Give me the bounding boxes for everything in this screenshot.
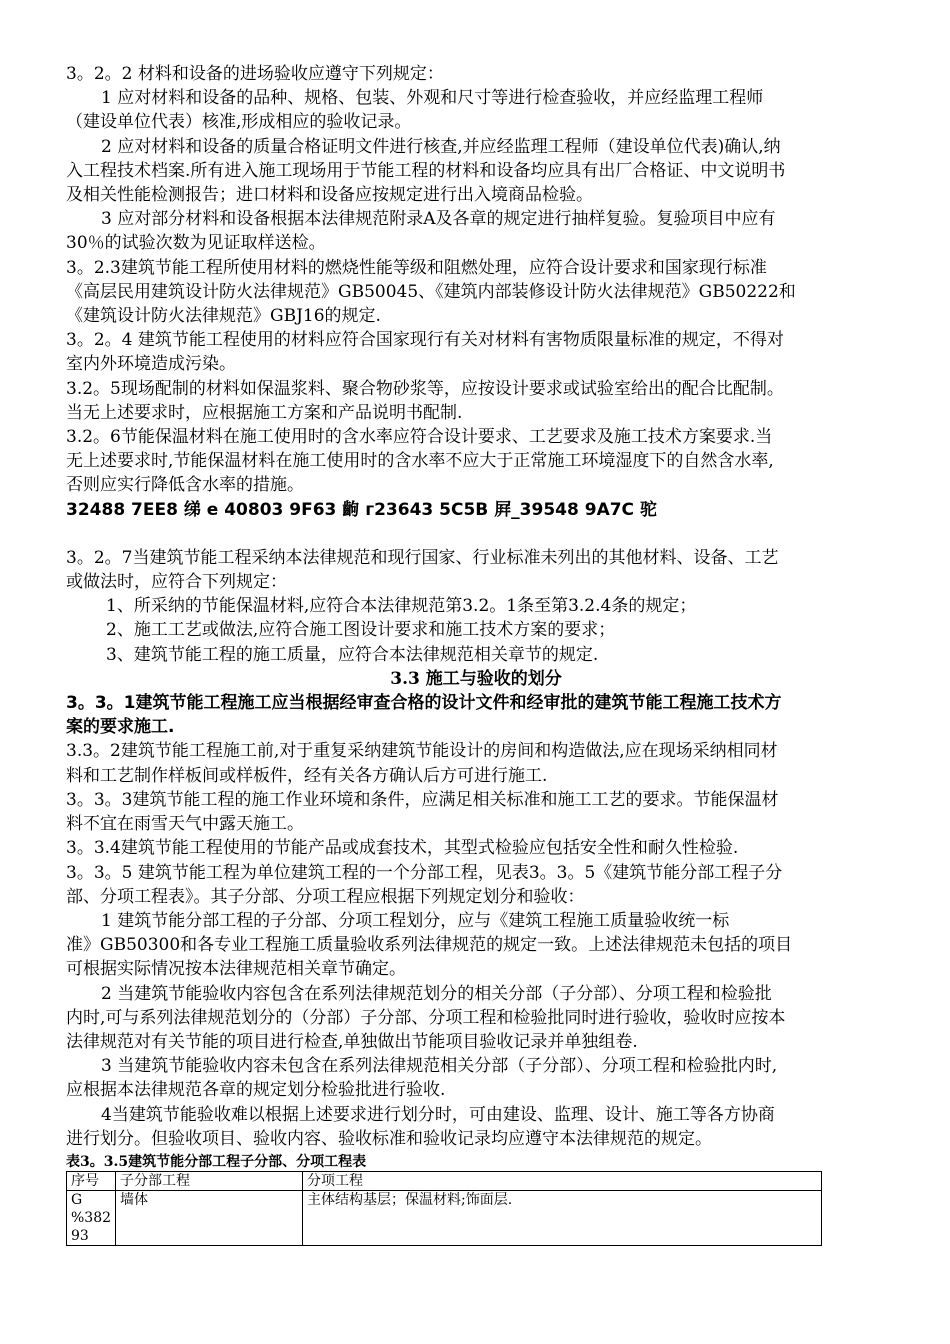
- clause-3-3-5-item-2: 2 当建筑节能验收内容包含在系列法律规范划分的相关分部（子分部）、分项工程和检验批: [101, 983, 772, 1004]
- clause-3-2-2-heading: 3。2。2 材料和设备的进场验收应遵守下列规定：: [66, 64, 444, 84]
- clause-3-3-5-item-4-cont: 进行划分。但验收项目、验收内容、验收标准和验收记录均应遵守本法律规范的规定。: [66, 1128, 712, 1149]
- clause-3-2-2-item-3: 3 应对部分材料和设备根据本法律规范附录A及各章的规定进行抽样复验。复验项目中应有: [101, 209, 776, 230]
- clause-3-2-4: 3。2。4 建筑节能工程使用的材料应符合国家现行有关对材料有害物质限量标准的规定，不得对: [66, 330, 784, 351]
- table-caption-text: 表3。3.5建筑节能分部工程子分部、分项工程表: [66, 1153, 367, 1170]
- clause-3-3-5-item-1-cont: 准》GB50300和各专业工程施工质量验收系列法律规范的规定一致。上述法律规范未包括的项目: [66, 935, 793, 956]
- col-header-sub: 子分部工程: [116, 1171, 303, 1190]
- table-row: [67, 1190, 822, 1245]
- table-header-row: [67, 1171, 822, 1190]
- clause-3-2-5: 3.2。5现场配制的材料如保温浆料、聚合物砂浆等，应按设计要求或试验室给出的配合比配制。: [66, 378, 784, 399]
- clause-3-3-5-item-2-cont: 法律规范对有关节能的项目进行检查,单独做出节能项目验收记录并单独组卷.: [66, 1031, 638, 1052]
- section-3-3-title: 3.3 施工与验收的划分: [390, 668, 562, 689]
- clause-3-3-5-cont: 部、分项工程表》。其子分部、分项工程应根据下列规定划分和验收：: [66, 886, 585, 907]
- blank-line: [66, 522, 886, 546]
- cell-no-line: 93: [71, 1227, 89, 1244]
- clause-3-3-4: 3。3.4建筑节能工程使用的节能产品或成套技术，其型式检验应包括安全性和耐久性检验.: [66, 838, 739, 859]
- col-header-no: 序号: [67, 1171, 116, 1190]
- clause-3-2-2-item-2-cont: 及相关性能检测报告；进口材料和设备应按规定进行出入境商品检验。: [66, 185, 593, 206]
- clause-3-2-3: 3。2.3建筑节能工程所使用材料的燃烧性能等级和阻燃处理，应符合设计要求和国家现行标准: [66, 257, 767, 278]
- clause-3-3-5-item-1: 1 建筑节能分部工程的子分部、分项工程划分，应与《建筑工程施工质量验收统一标: [101, 910, 730, 931]
- cell-no-line: G: [71, 1191, 83, 1208]
- clause-3-3-2: 3.3。2建筑节能工程施工前,对于重复采纳建筑节能设计的房间和构造做法,应在现场采纳相同材: [66, 741, 778, 762]
- clause-3-2-7-item-1: 1、所采纳的节能保温材料,应符合本法律规范第3.2。1条至第3.2.4条的规定；: [106, 596, 697, 617]
- subdivision-table: [66, 1171, 822, 1246]
- clause-3-2-2-item-1-cont: （建设单位代表）核准,形成相应的验收记录。: [66, 112, 412, 133]
- clause-3-2-7-item-2: 2、施工工艺或做法,应符合施工图设计要求和施工技术方案的要求；: [106, 620, 616, 641]
- clause-3-3-3-cont: 料不宜在雨雪天气中露天施工。: [66, 814, 304, 835]
- document-page: [66, 62, 886, 1246]
- clause-3-3-5: 3。3。5 建筑节能工程为单位建筑工程的一个分部工程，见表3。3。5《建筑节能分部工程子分: [66, 862, 783, 883]
- col-header-items: 分项工程: [303, 1171, 822, 1190]
- clause-3-3-1-cont: 案的要求施工.: [66, 717, 175, 738]
- clause-3-2-7-cont: 或做法时，应符合下列规定：: [66, 572, 287, 593]
- clause-3-2-2-item-1: 1 应对材料和设备的品种、规格、包装、外观和尺寸等进行检查验收，并应经监理工程师: [101, 88, 764, 109]
- clause-3-2-7: 3。2。7当建筑节能工程采纳本法律规范和现行国家、行业标准未列出的其他材料、设备、工艺: [66, 547, 779, 568]
- clause-3-3-3: 3。3。3建筑节能工程的施工作业环境和条件，应满足相关标准和施工工艺的要求。节能保温材: [66, 789, 779, 810]
- garbled-code-line: 32488 7EE8 绨 e 40803 9F63 齣 г23643 5C5B 屛_39548 9A7C 驼: [66, 499, 657, 520]
- clause-3-3-5-item-3-cont: 应根据本法律规范各章的规定划分检验批进行验收.: [66, 1080, 446, 1101]
- cell-items: 主体结构基层；保温材料;饰面层.: [303, 1190, 822, 1245]
- clause-3-2-6-cont: 无上述要求时,节能保温材料在施工使用时的含水率不应大于正常施工环境湿度下的自然含水率,: [66, 451, 774, 472]
- clause-3-2-4-cont: 室内外环境造成污染。: [66, 354, 236, 375]
- clause-3-3-5-item-2-cont: 内时,可与系列法律规范划分的（分部）子分部、分项工程和检验批同时进行验收，验收时应按本: [66, 1007, 786, 1028]
- clause-3-2-2-item-2-cont: 入工程技术档案.所有进入施工现场用于节能工程的材料和设备均应具有出厂合格证、中文说明书: [66, 160, 786, 181]
- cell-no: [67, 1190, 116, 1245]
- clause-3-3-1: 3。3。1建筑节能工程施工应当根据经审查合格的设计文件和经审批的建筑节能工程施工技术方: [66, 693, 782, 714]
- clause-3-2-2-item-2: 2 应对材料和设备的质量合格证明文件进行核查,并应经监理工程师（建设单位代表)确认,纳: [101, 136, 781, 157]
- clause-3-2-5-cont: 当无上述要求时，应根据施工方案和产品说明书配制.: [66, 402, 463, 423]
- clause-3-2-3-cont: 《高层民用建筑设计防火法律规范》GB50045、《建筑内部装修设计防火法律规范》GB50222和: [66, 281, 796, 302]
- clause-3-2-6-cont: 否则应实行降低含水率的措施。: [66, 475, 304, 496]
- clause-3-2-3-cont: 《建筑设计防火法律规范》GBJ16的规定.: [66, 306, 381, 327]
- clause-3-3-5-item-1-cont: 可根据实际情况按本法律规范相关章节确定。: [66, 959, 406, 980]
- table-caption: [66, 1153, 886, 1171]
- cell-sub: 墙体: [116, 1190, 303, 1245]
- clause-3-3-5-item-3: 3 当建筑节能验收内容未包含在系列法律规范相关分部（子分部）、分项工程和检验批内时,: [101, 1056, 778, 1077]
- clause-3-2-7-item-3: 3、建筑节能工程的施工质量，应符合本法律规范相关章节的规定.: [106, 644, 599, 665]
- clause-3-2-2-item-3-cont: 30％的试验次数为见证取样送检。: [66, 233, 326, 254]
- clause-3-3-5-item-4: 4当建筑节能验收难以根据上述要求进行划分时，可由建设、监理、设计、施工等各方协商: [101, 1104, 775, 1125]
- clause-3-2-6: 3.2。6节能保温材料在施工使用时的含水率应符合设计要求、工艺要求及施工技术方案要求.当: [66, 427, 773, 448]
- cell-no-line: %382: [71, 1209, 112, 1226]
- clause-3-3-2-cont: 料和工艺制作样板间或样板件，经有关各方确认后方可进行施工.: [66, 765, 548, 786]
